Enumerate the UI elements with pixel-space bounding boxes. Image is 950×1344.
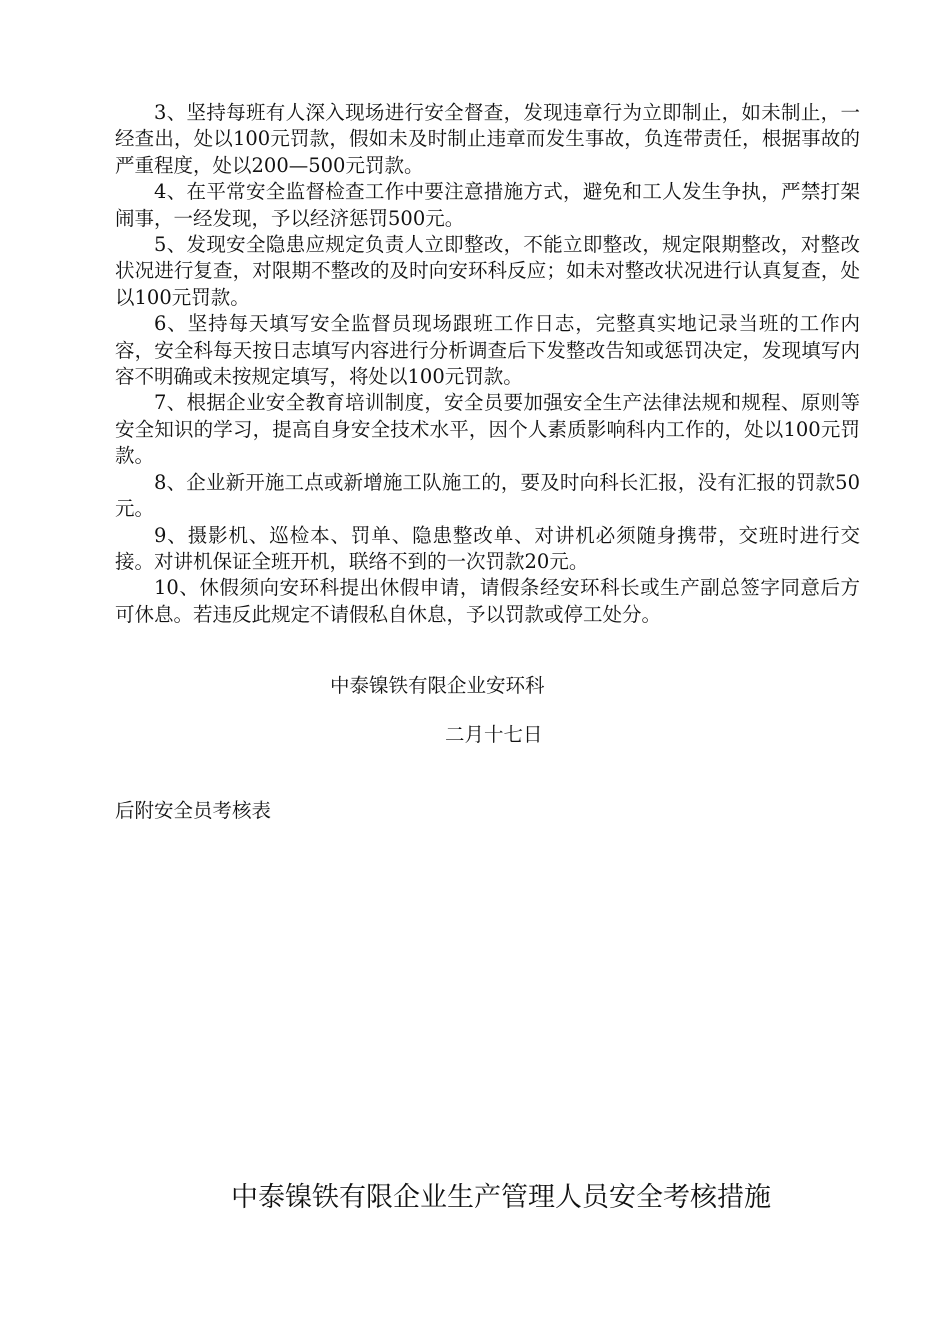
paragraph-item-10: 10、休假须向安环科提出休假申请，请假条经安环科长或生产副总签字同意后方可休息。若违反此规定不请假私自休息，予以罚款或停工处分。 <box>115 576 860 626</box>
paragraph-item-8: 8、企业新开施工点或新增施工队施工的，要及时向科长汇报，没有汇报的罚款50元。 <box>115 470 860 521</box>
paragraph-item-7: 7、根据企业安全教育培训制度，安全员要加强安全生产法律法规和规程、原则等安全知识的学习，提高自身安全技术水平，因个人素质影响科内工作的，处以100元罚款。 <box>115 391 860 468</box>
signature-organization: 中泰镍铁有限企业安环科 <box>330 674 545 697</box>
next-section-title: 中泰镍铁有限企业生产管理人员安全考核措施 <box>231 1182 771 1213</box>
paragraph-item-5: 5、发现安全隐患应规定负责人立即整改，不能立即整改，规定限期整改，对整改状况进行复查，对限期不整改的及时向安环科反应；如未对整改状况进行认真复查，处以100元罚款。 <box>115 233 860 309</box>
paragraph-item-6: 6、坚持每天填写安全监督员现场跟班工作日志，完整真实地记录当班的工作内容，安全科每天按日志填写内容进行分析调查后下发整改告知或惩罚决定，发现填写内容不明确或未按规定填写，将处以100元罚款。 <box>115 312 860 389</box>
paragraph-item-3: 3、坚持每班有人深入现场进行安全督查，发现违章行为立即制止，如未制止，一经查出，处以100元罚款，假如未及时制止违章而发生事故，负连带责任，根据事故的严重程度，处以200—500元罚款。 <box>115 101 860 177</box>
paragraph-item-9: 9、摄影机、巡检本、罚单、隐患整改单、对讲机必须随身携带，交班时进行交接。对讲机保证全班开机，联络不到的一次罚款20元。 <box>115 523 860 573</box>
document-body <box>115 100 860 628</box>
signature-date: 二月十七日 <box>445 723 543 746</box>
attachment-note: 后附安全员考核表 <box>115 799 272 822</box>
paragraph-item-4: 4、在平常安全监督检查工作中要注意措施方式，避免和工人发生争执，严禁打架闹事，一经发现，予以经济惩罚500元。 <box>115 180 860 230</box>
